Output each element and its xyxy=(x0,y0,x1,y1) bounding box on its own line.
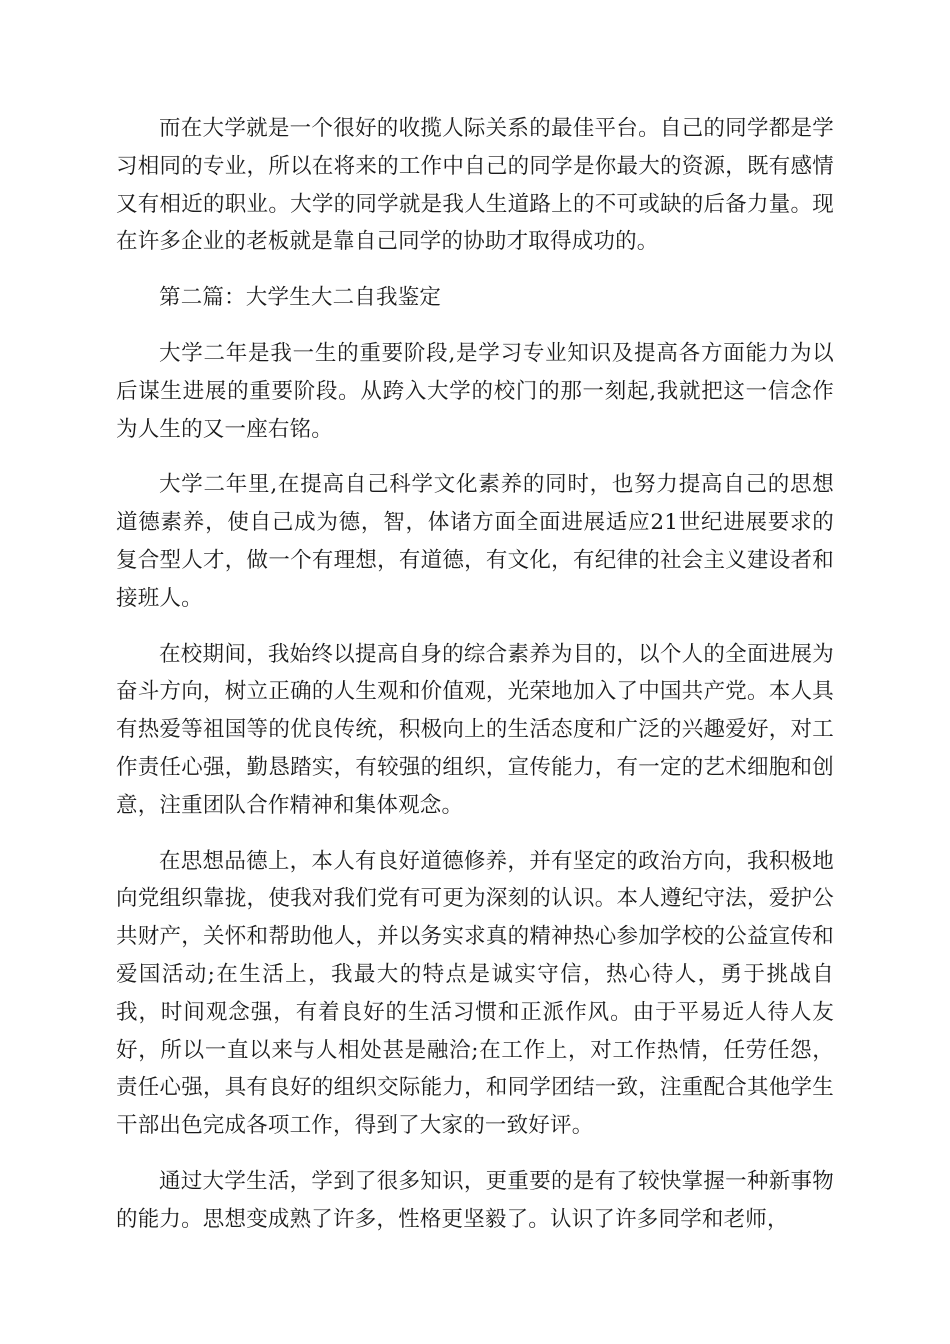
document-body xyxy=(116,110,834,1257)
paragraph-intro: 大学二年是我一生的重要阶段,是学习专业知识及提高各方面能力为以后谋生进展的重要阶段。从跨入大学的校门的那一刻起,我就把这一信念作为人生的又一座右铭。 xyxy=(116,340,834,442)
paragraph-school-period: 在校期间，我始终以提高自身的综合素养为目的，以个人的全面进展为奋斗方向，树立正确的人生观和价值观，光荣地加入了中国共产党。本人具有热爱等祖国等的优良传统，积极向上的生活态度和广泛的兴趣爱好，对工作责任心强，勤恳踏实，有较强的组织，宣传能力，有一定的艺术细胞和创意，注重团队合作精神和集体观念。 xyxy=(116,641,834,818)
paragraph-moral-character: 在思想品德上，本人有良好道德修养，并有坚定的政治方向，我积极地向党组织靠拢，使我对我们党有可更为深刻的认识。本人遵纪守法，爱护公共财产，关怀和帮助他人，并以务实求真的精神热心参加学校的公益宣传和爱国活动;在生活上，我最大的特点是诚实守信，热心待人，勇于挑战自我，时间观念强，有着良好的生活习惯和正派作风。由于平易近人待人友好，所以一直以来与人相处甚是融洽;在工作上，对工作热情，任劳任怨，责任心强，具有良好的组织交际能力，和同学团结一致，注重配合其他学生干部出色完成各项工作，得到了大家的一致好评。 xyxy=(116,848,834,1139)
paragraph-college-life: 通过大学生活，学到了很多知识，更重要的是有了较快掌握一种新事物的能力。思想变成熟了许多，性格更坚毅了。认识了许多同学和老师， xyxy=(116,1168,834,1232)
paragraph-self-improvement: 大学二年里,在提高自己科学文化素养的同时，也努力提高自己的思想道德素养，使自己成为德，智，体诸方面全面进展适应21世纪进展要求的复合型人才，做一个有理想，有道德，有文化，有纪律的社会主义建设者和接班人。 xyxy=(116,472,834,611)
section-heading: 第二篇：大学生大二自我鉴定 xyxy=(159,285,442,311)
paragraph-network: 而在大学就是一个很好的收揽人际关系的最佳平台。自己的同学都是学习相同的专业，所以在将来的工作中自己的同学是你最大的资源，既有感情又有相近的职业。大学的同学就是我人生道路上的不可或缺的后备力量。现在许多企业的老板就是靠自己同学的协助才取得成功的。 xyxy=(116,116,834,255)
